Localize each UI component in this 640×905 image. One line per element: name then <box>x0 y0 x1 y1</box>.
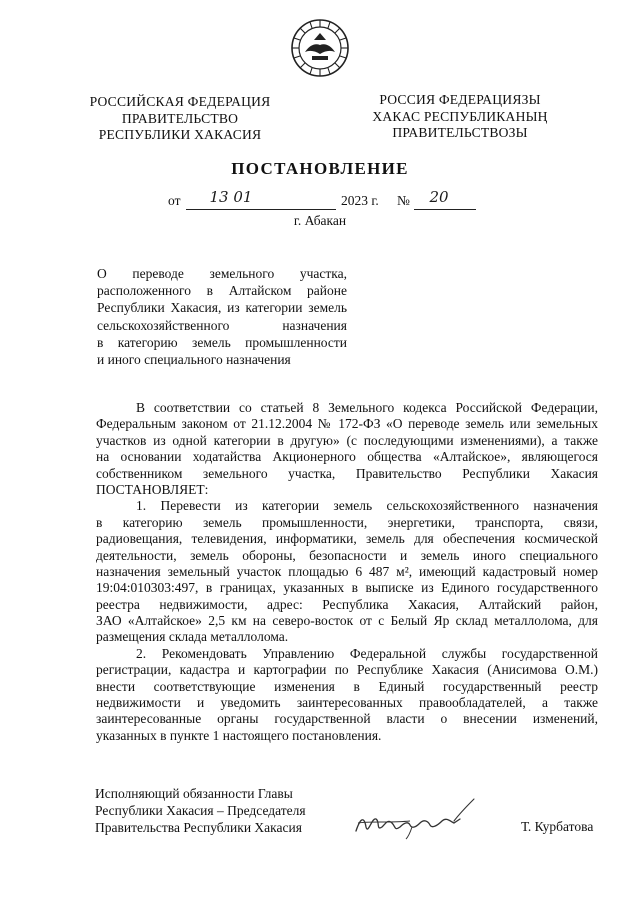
header-right-line: ХАКАС РЕСПУБЛИКАНЫҢ <box>372 108 548 124</box>
body-line: недвижимости и уведомить заинтересованных правообладателей, а также <box>96 695 598 711</box>
document-title: ПОСТАНОВЛЕНИЕ <box>231 159 409 178</box>
place-of-issue: г. Абакан <box>293 213 347 228</box>
body-line: 2. Рекомендовать Управлению Федеральной службы государственной <box>136 645 598 661</box>
body-line: ЗАО «Алтайское» 2,5 км на северо-восток от с Белый Яр склад металлолома, для <box>96 613 598 629</box>
subject-line: О переводе земельного участка, <box>97 266 347 281</box>
date-year: 2023 г. <box>341 193 379 208</box>
handwritten-signature-icon <box>350 797 490 841</box>
body-line: регистрации, кадастра и картографии по Республике Хакасия (Анисимова О.М.) <box>96 662 598 678</box>
body-line: В соответствии со статьей 8 Земельного кодекса Российской Федерации, <box>136 400 598 415</box>
body-line: в категорию земель промышленности, энергетики, транспорта, связи, <box>96 514 598 530</box>
subject-line: Республики Хакасия, из категории земель <box>97 300 347 316</box>
number-label: № <box>397 193 410 208</box>
body-line: указанных в пункте 1 настоящего постановления. <box>96 727 382 743</box>
body-line: реестра недвижимости, адрес: Республика Хакасия, Алтайский район, <box>96 596 598 612</box>
signatory-line: Исполняющий обязанности Главы <box>95 786 293 801</box>
body-line: деятельности, земель обороны, безопасности и земель иного специального <box>96 547 598 563</box>
body-line: Федеральным законом от 21.12.2004 № 172-ФЗ «О переводе земель или земельных <box>96 416 598 432</box>
header-left-line: ПРАВИТЕЛЬСТВО <box>121 110 239 126</box>
subject-line: в категорию земель промышленности <box>97 334 347 350</box>
coat-of-arms-icon <box>290 18 350 78</box>
body-line: внести соответствующие изменения в Единый государственный реестр <box>96 678 598 694</box>
item-2-paragraph <box>96 646 598 744</box>
body-line: 19:04:010303:497, в границах, указанных в выписке из Единого государственного <box>96 580 598 596</box>
body-line: на основании ходатайства Акционерного общества «Алтайское», являющегося <box>96 449 598 465</box>
preamble-paragraph <box>96 400 598 498</box>
body-line: назначения земельный участок площадью 6 487 м², имеющий кадастровый номер <box>96 563 598 579</box>
subject-line: сельскохозяйственного назначения <box>97 317 347 333</box>
signer-name: Т. Курбатова <box>521 819 594 834</box>
header-left-line: РЕСПУБЛИКИ ХАКАСИЯ <box>98 127 262 142</box>
header-russian <box>70 94 290 144</box>
signatory-line: Республики Хакасия – Председателя <box>95 803 306 819</box>
document-subject <box>97 265 347 368</box>
number-handwritten: 20 <box>429 188 449 206</box>
header-right-line: РОССИЯ ФЕДЕРАЦИЯЗЫ <box>379 92 541 107</box>
body-line: участков из одной категории в другую» (с последующими изменениями), а также <box>96 432 598 448</box>
date-prefix: от <box>168 193 181 208</box>
item-1-paragraph <box>96 498 598 646</box>
subject-line: и иного специального назначения <box>97 351 291 367</box>
date-handwritten: 13 01 <box>209 188 253 206</box>
document-body <box>96 400 598 744</box>
header-right-line: ПРАВИТЕЛЬСТВОЗЫ <box>392 125 528 140</box>
body-line: 1. Перевести из категории земель сельскохозяйственного назначения <box>136 498 598 514</box>
date-line <box>0 188 640 215</box>
body-line: собственником земельного участка, Правительство Республики Хакасия <box>96 465 598 481</box>
body-line: ПОСТАНОВЛЯЕТ: <box>96 481 209 497</box>
signatory-title <box>95 785 306 837</box>
header-left-line: РОССИЙСКАЯ ФЕДЕРАЦИЯ <box>89 94 271 109</box>
header-khakas <box>350 92 570 142</box>
body-line: радиовещания, телевидения, информатики, земель для обеспечения космической <box>96 531 598 547</box>
subject-line: расположенного в Алтайском районе <box>97 283 347 299</box>
body-line: заинтересованные органы государственной власти о внесении изменений, <box>96 711 598 727</box>
body-line: размещения склада металлолома. <box>96 629 289 645</box>
signatory-line: Правительства Республики Хакасия <box>95 820 302 836</box>
